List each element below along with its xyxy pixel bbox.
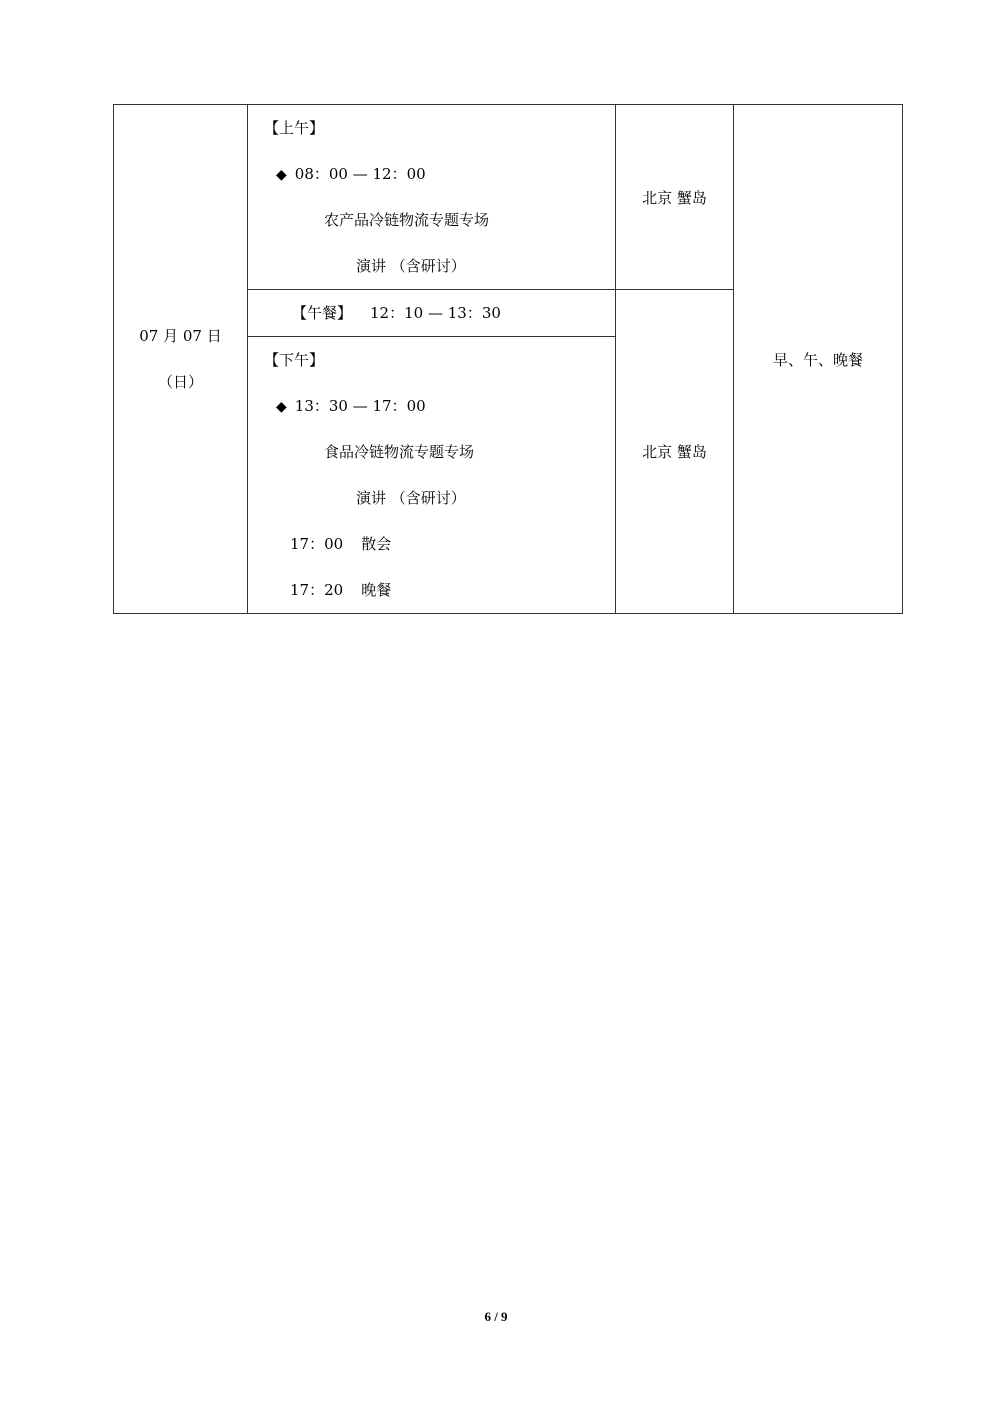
weekday-text: （日）: [157, 373, 203, 391]
date-cell: [114, 105, 248, 614]
afternoon-place: 北京 蟹岛: [642, 443, 707, 461]
adjourn-time: 17：00: [290, 535, 344, 553]
morning-place-cell: [616, 105, 734, 290]
page-number: 6 / 9: [484, 1309, 508, 1324]
dinner-line: [248, 567, 615, 613]
afternoon-place-cell: [616, 290, 734, 614]
morning-desc-line2: 演讲 （含研讨）: [356, 257, 466, 275]
dinner-time: 17：20: [290, 581, 344, 599]
diamond-bullet-icon: ◆: [276, 399, 287, 415]
afternoon-time-row: [248, 383, 615, 429]
diamond-bullet-icon: ◆: [276, 167, 287, 183]
morning-place: 北京 蟹岛: [642, 188, 707, 207]
afternoon-desc-line2: 演讲 （含研讨）: [356, 489, 466, 507]
lunch-heading: 【午餐】: [292, 304, 353, 322]
meals-cell: [734, 105, 903, 614]
afternoon-heading: 【下午】: [264, 351, 325, 369]
schedule-table: [113, 104, 903, 614]
lunch-line: [248, 290, 615, 336]
morning-session: [248, 105, 616, 290]
morning-heading: 【上午】: [264, 119, 325, 137]
adjourn-line: [248, 521, 615, 567]
morning-time-row: [248, 151, 615, 197]
dinner-label: 晚餐: [361, 581, 392, 599]
adjourn-label: 散会: [361, 535, 392, 553]
morning-desc-line1: 农产品冷链物流专题专场: [324, 211, 490, 229]
meals-text: 早、午、晚餐: [772, 350, 863, 369]
date-text: 07 月 07 日: [139, 327, 222, 345]
morning-time: 08：00 — 12：00: [294, 165, 426, 183]
lunch-row: [248, 290, 616, 337]
afternoon-desc-line1: 食品冷链物流专题专场: [324, 443, 475, 461]
afternoon-time: 13：30 — 17：00: [294, 397, 426, 415]
afternoon-session: [248, 337, 616, 614]
lunch-time: 12：10 — 13：30: [370, 304, 501, 322]
